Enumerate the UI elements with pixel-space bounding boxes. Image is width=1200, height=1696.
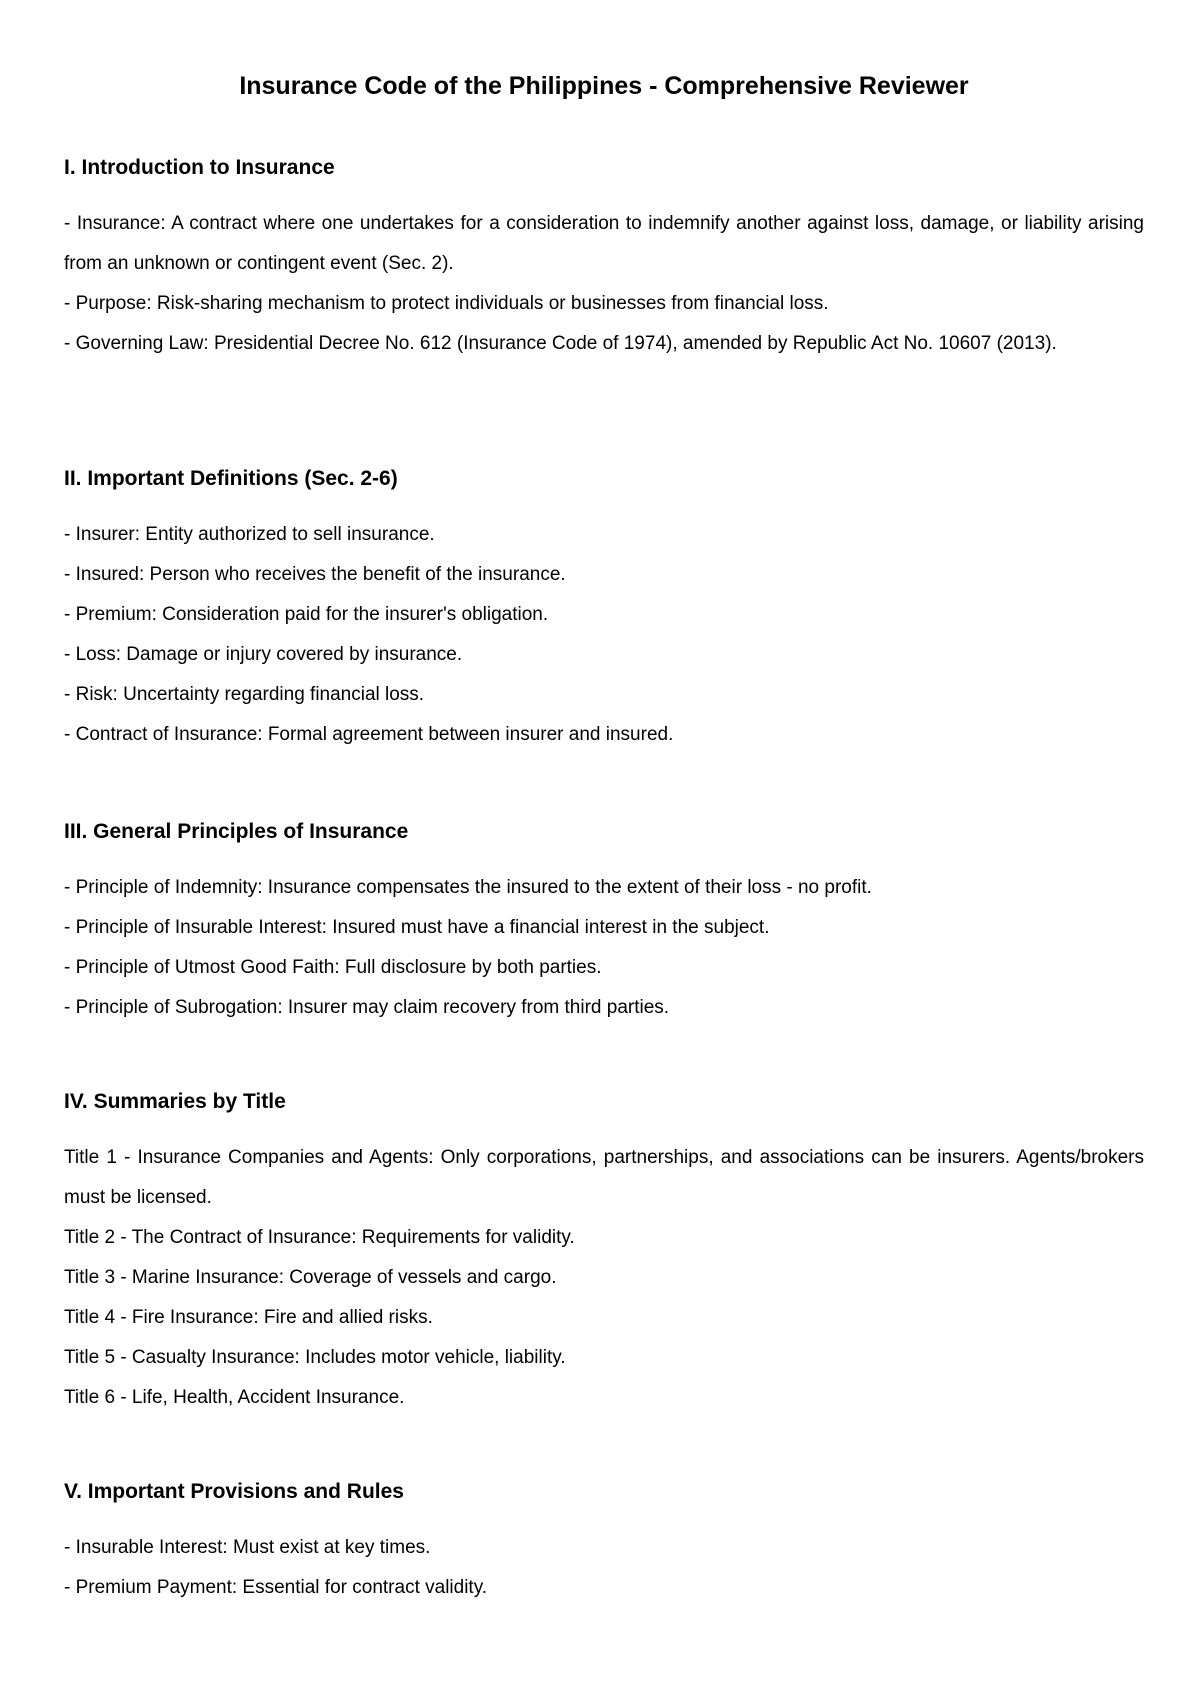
section-line: - Risk: Uncertainty regarding financial loss. — [64, 684, 425, 705]
section-line: - Premium Payment: Essential for contract validity. — [64, 1577, 488, 1598]
section-principles — [64, 814, 1144, 1028]
section-line: Title 3 - Marine Insurance: Coverage of vessels and cargo. — [64, 1267, 557, 1288]
section-line: - Contract of Insurance: Formal agreement between insurer and insured. — [64, 724, 674, 745]
section-line: - Premium: Consideration paid for the insurer's obligation. — [64, 604, 549, 625]
section-heading: V. Important Provisions and Rules — [64, 1480, 404, 1503]
section-line: - Principle of Indemnity: Insurance compensates the insured to the extent of their loss - no profit. — [64, 877, 872, 898]
section-line: Title 2 - The Contract of Insurance: Requirements for validity. — [64, 1227, 575, 1248]
section-lines — [64, 868, 1144, 1028]
section-line: - Insurer: Entity authorized to sell insurance. — [64, 524, 435, 545]
section-heading: II. Important Definitions (Sec. 2-6) — [64, 467, 398, 490]
section-line: - Governing Law: Presidential Decree No. 612 (Insurance Code of 1974), amended by Republic Act No. 10607 (2013). — [64, 333, 1057, 354]
section-heading: I. Introduction to Insurance — [64, 156, 335, 179]
section-line: - Insured: Person who receives the benefit of the insurance. — [64, 564, 566, 585]
section-line: - Insurable Interest: Must exist at key times. — [64, 1537, 431, 1558]
section-heading: IV. Summaries by Title — [64, 1090, 286, 1113]
section-heading: III. General Principles of Insurance — [64, 820, 409, 843]
title-block — [64, 64, 1144, 108]
section-line: - Principle of Utmost Good Faith: Full disclosure by both parties. — [64, 957, 602, 978]
section-lines — [64, 1138, 1144, 1418]
section-line: Title 1 - Insurance Companies and Agents: Only corporations, partnerships, and associations can be insurers. Agents/brokers must be licensed. — [64, 1147, 1144, 1208]
section-line: Title 5 - Casualty Insurance: Includes motor vehicle, liability. — [64, 1347, 566, 1368]
section-line: Title 4 - Fire Insurance: Fire and allied risks. — [64, 1307, 433, 1328]
section-line: - Loss: Damage or injury covered by insurance. — [64, 644, 463, 665]
section-provisions — [64, 1474, 1144, 1608]
section-summaries — [64, 1084, 1144, 1418]
section-introduction — [64, 150, 1144, 364]
section-line: Title 6 - Life, Health, Accident Insurance. — [64, 1387, 405, 1408]
section-line: - Principle of Subrogation: Insurer may claim recovery from third parties. — [64, 997, 670, 1018]
section-lines — [64, 1528, 1144, 1608]
section-definitions — [64, 461, 1144, 755]
section-lines — [64, 515, 1144, 755]
section-line: - Insurance: A contract where one undertakes for a consideration to indemnify another against loss, damage, or liability arising from an unknown or contingent event (Sec. 2). — [64, 213, 1144, 274]
document-title: Insurance Code of the Philippines - Comprehensive Reviewer — [239, 72, 969, 100]
section-line: - Principle of Insurable Interest: Insured must have a financial interest in the subject. — [64, 917, 770, 938]
section-line: - Purpose: Risk-sharing mechanism to protect individuals or businesses from financial loss. — [64, 293, 829, 314]
section-lines — [64, 204, 1144, 364]
